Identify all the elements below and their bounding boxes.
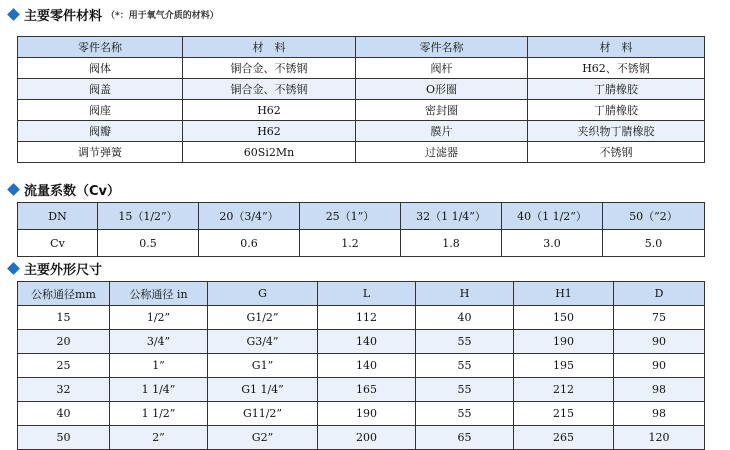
table-cell: 40 [416, 306, 514, 330]
table-cell: 150 [514, 306, 614, 330]
table-cell: 90 [614, 354, 705, 378]
table-cell: G1/2” [208, 306, 318, 330]
table-header-row [18, 37, 705, 58]
table-cell: 丁腈橡胶 [528, 100, 705, 121]
table-cell: 60Si2Mn [183, 142, 356, 163]
table-row [18, 402, 705, 426]
header-cell: H1 [514, 282, 614, 306]
table-cell: 1.2 [300, 230, 401, 257]
table-cell: 阀体 [18, 58, 183, 79]
header-cell: H [416, 282, 514, 306]
table-cell: H62、不锈钢 [528, 58, 705, 79]
table-row [18, 426, 705, 450]
dimensions-table [17, 281, 705, 450]
table-cell: 丁腈橡胶 [528, 79, 705, 100]
table-cell: 140 [318, 330, 416, 354]
table-row [18, 142, 705, 163]
table-cell: 密封圈 [356, 100, 528, 121]
table-cell: 1 1/2” [110, 402, 208, 426]
table-cell: 1/2” [110, 306, 208, 330]
table-row [18, 354, 705, 378]
table-cell: 112 [318, 306, 416, 330]
table-cell: 40 [18, 402, 110, 426]
table-header-row [18, 203, 705, 230]
table-cell: 55 [416, 354, 514, 378]
table-cell: 不锈钢 [528, 142, 705, 163]
header-cell: D [614, 282, 705, 306]
table-cell: 1” [110, 354, 208, 378]
table-cell: 120 [614, 426, 705, 450]
table-cell: 65 [416, 426, 514, 450]
table-cell: G1” [208, 354, 318, 378]
table-cell: 过滤器 [356, 142, 528, 163]
table-cell: 阀杆 [356, 58, 528, 79]
table-cell: 90 [614, 330, 705, 354]
section-title: 主要零件材料 [24, 8, 103, 24]
header-cell: 15（1/2”） [98, 203, 199, 230]
table-cell: G11/2” [208, 402, 318, 426]
header-cell: 材 料 [183, 37, 356, 58]
header-cell: 50（”2） [603, 203, 705, 230]
table-row [18, 306, 705, 330]
table-cell: 0.6 [199, 230, 300, 257]
table-cell: 阀座 [18, 100, 183, 121]
table-cell: 膜片 [356, 121, 528, 142]
table-cell: 75 [614, 306, 705, 330]
diamond-bullet-icon [7, 183, 20, 196]
table-cell: 212 [514, 378, 614, 402]
header-cell: L [318, 282, 416, 306]
table-cell: 阀盖 [18, 79, 183, 100]
header-cell: 零件名称 [18, 37, 183, 58]
table-cell: 190 [514, 330, 614, 354]
table-row [18, 230, 705, 257]
table-cell: 55 [416, 402, 514, 426]
table-cell: 3.0 [502, 230, 603, 257]
table-cell: 1 1/4” [110, 378, 208, 402]
diamond-bullet-icon [7, 8, 20, 21]
table-row [18, 330, 705, 354]
table-row [18, 100, 705, 121]
header-cell: 公称通径mm [18, 282, 110, 306]
header-cell: G [208, 282, 318, 306]
table-cell: H62 [183, 121, 356, 142]
section-title: 流量系数（Cv） [24, 183, 121, 199]
header-cell: 材 料 [528, 37, 705, 58]
table-cell: 190 [318, 402, 416, 426]
header-cell: 20（3/4”） [199, 203, 300, 230]
table-cell: 140 [318, 354, 416, 378]
table-cell: 0.5 [98, 230, 199, 257]
materials-table [17, 36, 705, 163]
header-cell: 25（1”） [300, 203, 401, 230]
table-cell: G3/4” [208, 330, 318, 354]
table-cell: 98 [614, 402, 705, 426]
flow-coefficient-table [17, 202, 705, 257]
section-note: （*：用于氧气介质的材料） [106, 10, 219, 21]
table-cell: G2” [208, 426, 318, 450]
table-row [18, 121, 705, 142]
table-cell: 50 [18, 426, 110, 450]
header-cell: 32（1 1/4”） [401, 203, 502, 230]
table-cell: 265 [514, 426, 614, 450]
table-cell: 3/4” [110, 330, 208, 354]
header-cell: 零件名称 [356, 37, 528, 58]
table-cell: 铜合金、不锈钢 [183, 58, 356, 79]
table-cell: 2” [110, 426, 208, 450]
table-cell: 55 [416, 378, 514, 402]
table-cell: 215 [514, 402, 614, 426]
table-cell: 1.8 [401, 230, 502, 257]
table-cell: 195 [514, 354, 614, 378]
section-heading-dimensions [6, 259, 102, 277]
table-cell: 阀瓣 [18, 121, 183, 142]
table-cell: 20 [18, 330, 110, 354]
table-cell: G1 1/4” [208, 378, 318, 402]
header-cell: 40（1 1/2”） [502, 203, 603, 230]
table-cell: 98 [614, 378, 705, 402]
table-header-row [18, 282, 705, 306]
table-cell: H62 [183, 100, 356, 121]
section-heading-flow [6, 180, 120, 198]
table-row [18, 58, 705, 79]
table-cell: 25 [18, 354, 110, 378]
header-cell: 公称通径 in [110, 282, 208, 306]
section-title: 主要外形尺寸 [24, 262, 103, 278]
table-cell: 165 [318, 378, 416, 402]
diamond-bullet-icon [7, 262, 20, 275]
section-heading-materials [6, 5, 219, 23]
table-cell: O形圈 [356, 79, 528, 100]
table-cell: 200 [318, 426, 416, 450]
table-cell: 15 [18, 306, 110, 330]
table-cell: 调节弹簧 [18, 142, 183, 163]
table-cell: 铜合金、不锈钢 [183, 79, 356, 100]
table-cell: 32 [18, 378, 110, 402]
table-cell: Cv [18, 230, 98, 257]
table-row [18, 79, 705, 100]
table-row [18, 378, 705, 402]
table-cell: 夹织物丁腈橡胶 [528, 121, 705, 142]
header-cell: DN [18, 203, 98, 230]
table-cell: 55 [416, 330, 514, 354]
table-cell: 5.0 [603, 230, 705, 257]
